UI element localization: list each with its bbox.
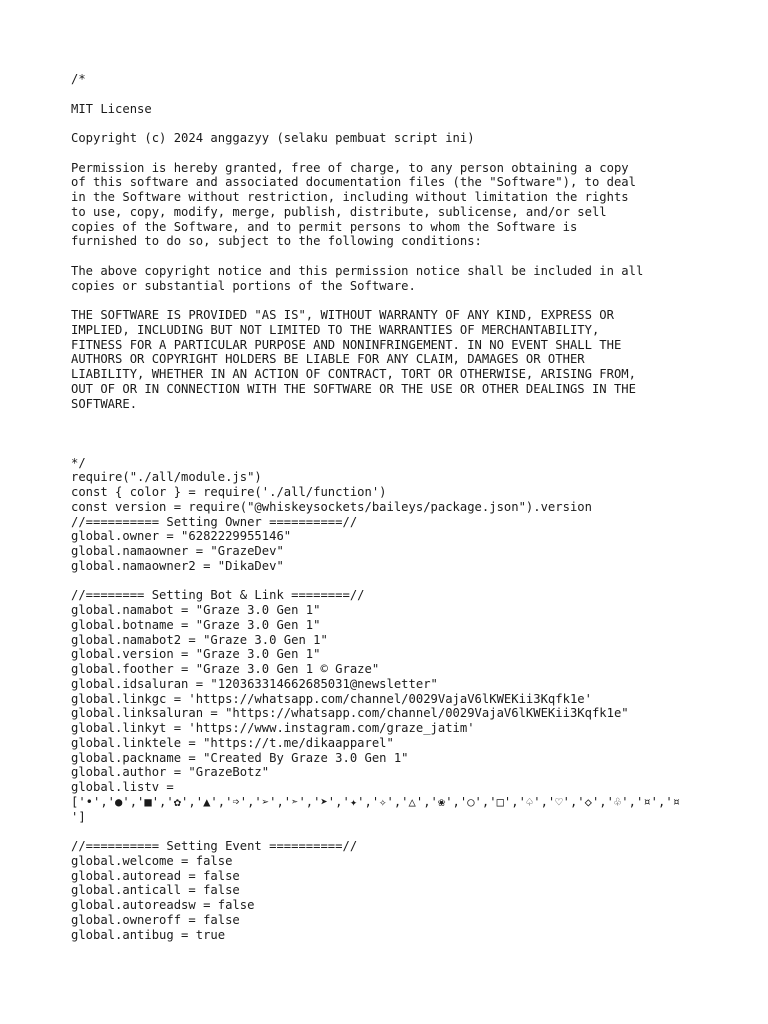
text-line: IMPLIED, INCLUDING BUT NOT LIMITED TO THE WARRANTIES OF MERCHANTABILITY, (71, 322, 600, 337)
text-line: global.namaowner = "GrazeDev" (71, 544, 284, 558)
text-line: //======== Setting Bot & Link ========// (71, 588, 365, 603)
text-line: */ (71, 455, 86, 470)
text-line: global.antibug = true (71, 927, 226, 942)
text-line: global.linkgc = 'https://whatsapp.com/channel/0029VajaV6lKWEKii3Kqfk1e' (71, 691, 592, 706)
text-line: global.linktele = "https://t.me/dikaapparel" (71, 735, 394, 750)
text-line: global.autoreadsw = false (71, 898, 255, 912)
text-line: OUT OF OR IN CONNECTION WITH THE SOFTWARE OR THE USE OR OTHER DEALINGS IN THE (71, 381, 636, 396)
text-line (71, 116, 731, 131)
script-text (71, 72, 731, 942)
text-line: global.foother = "Graze 3.0 Gen 1 © Graze" (71, 662, 380, 676)
text-line: //========== Setting Owner ==========// (71, 514, 358, 529)
text-line: ['•','●','■','✿','▲','➩','➢','➣','➤','✦','✧','△','❀','○','□','♤','♡','◇','♧','¤','¤ (71, 794, 681, 809)
text-line: copies of the Software, and to permit persons to whom the Software is (71, 219, 578, 234)
text-line (71, 426, 731, 441)
text-line: copies or substantial portions of the Software. (71, 278, 416, 293)
text-line (71, 87, 731, 102)
text-line (71, 293, 731, 308)
text-line: The above copyright notice and this permission notice shall be included in all (71, 263, 644, 278)
text-line: global.namabot = "Graze 3.0 Gen 1" (71, 603, 321, 617)
text-line: global.listv = (71, 780, 174, 794)
text-line: global.namabot2 = "Graze 3.0 Gen 1" (71, 632, 328, 647)
text-line: global.owneroff = false (71, 912, 240, 927)
text-line: global.author = "GrazeBotz" (71, 765, 270, 780)
text-line (71, 249, 731, 264)
text-line (71, 441, 731, 456)
text-line: furnished to do so, subject to the following conditions: (71, 234, 482, 249)
text-line: global.namaowner2 = "DikaDev" (71, 558, 284, 573)
text-line (71, 574, 731, 589)
text-line: const { color } = require('./all/function') (71, 485, 387, 499)
text-line: require("./all/module.js") (71, 470, 262, 485)
text-line: '] (71, 809, 86, 824)
text-line: global.packname = "Created By Graze 3.0 Gen 1" (71, 750, 409, 765)
text-line: MIT License (71, 101, 152, 116)
text-line: LIABILITY, WHETHER IN AN ACTION OF CONTRACT, TORT OR OTHERWISE, ARISING FROM, (71, 367, 636, 381)
text-line: in the Software without restriction, including without limitation the rights (71, 190, 629, 204)
text-line: to use, copy, modify, merge, publish, distribute, sublicense, and/or sell (71, 204, 607, 219)
text-line: global.linksaluran = "https://whatsapp.com/channel/0029VajaV6lKWEKii3Kqfk1e" (71, 706, 629, 721)
text-line (71, 146, 731, 161)
text-line: global.anticall = false (71, 883, 240, 898)
text-line: Copyright (c) 2024 anggazyy (selaku pembuat script ini) (71, 131, 475, 145)
text-line: of this software and associated documentation files (the "Software"), to deal (71, 175, 636, 190)
text-line: global.botname = "Graze 3.0 Gen 1" (71, 617, 321, 632)
text-line: FITNESS FOR A PARTICULAR PURPOSE AND NONINFRINGEMENT. IN NO EVENT SHALL THE (71, 337, 622, 352)
text-line: SOFTWARE. (71, 396, 138, 411)
text-line: global.autoread = false (71, 868, 240, 883)
text-line: Permission is hereby granted, free of charge, to any person obtaining a copy (71, 160, 629, 175)
text-line: const version = require("@whiskeysockets/baileys/package.json").version (71, 499, 592, 514)
text-line: THE SOFTWARE IS PROVIDED "AS IS", WITHOUT WARRANTY OF ANY KIND, EXPRESS OR (71, 308, 614, 322)
text-line: global.linkyt = 'https://www.instagram.com/graze_jatim' (71, 721, 475, 735)
text-line: global.idsaluran = "120363314662685031@newsletter" (71, 676, 438, 691)
text-line: global.welcome = false (71, 853, 233, 868)
text-line: //========== Setting Event ==========// (71, 839, 358, 853)
text-line (71, 824, 731, 839)
text-line: global.owner = "6282229955146" (71, 529, 292, 544)
text-line: global.version = "Graze 3.0 Gen 1" (71, 647, 321, 662)
text-line: /* (71, 72, 86, 86)
text-line (71, 411, 731, 426)
text-line: AUTHORS OR COPYRIGHT HOLDERS BE LIABLE FOR ANY CLAIM, DAMAGES OR OTHER (71, 352, 585, 367)
